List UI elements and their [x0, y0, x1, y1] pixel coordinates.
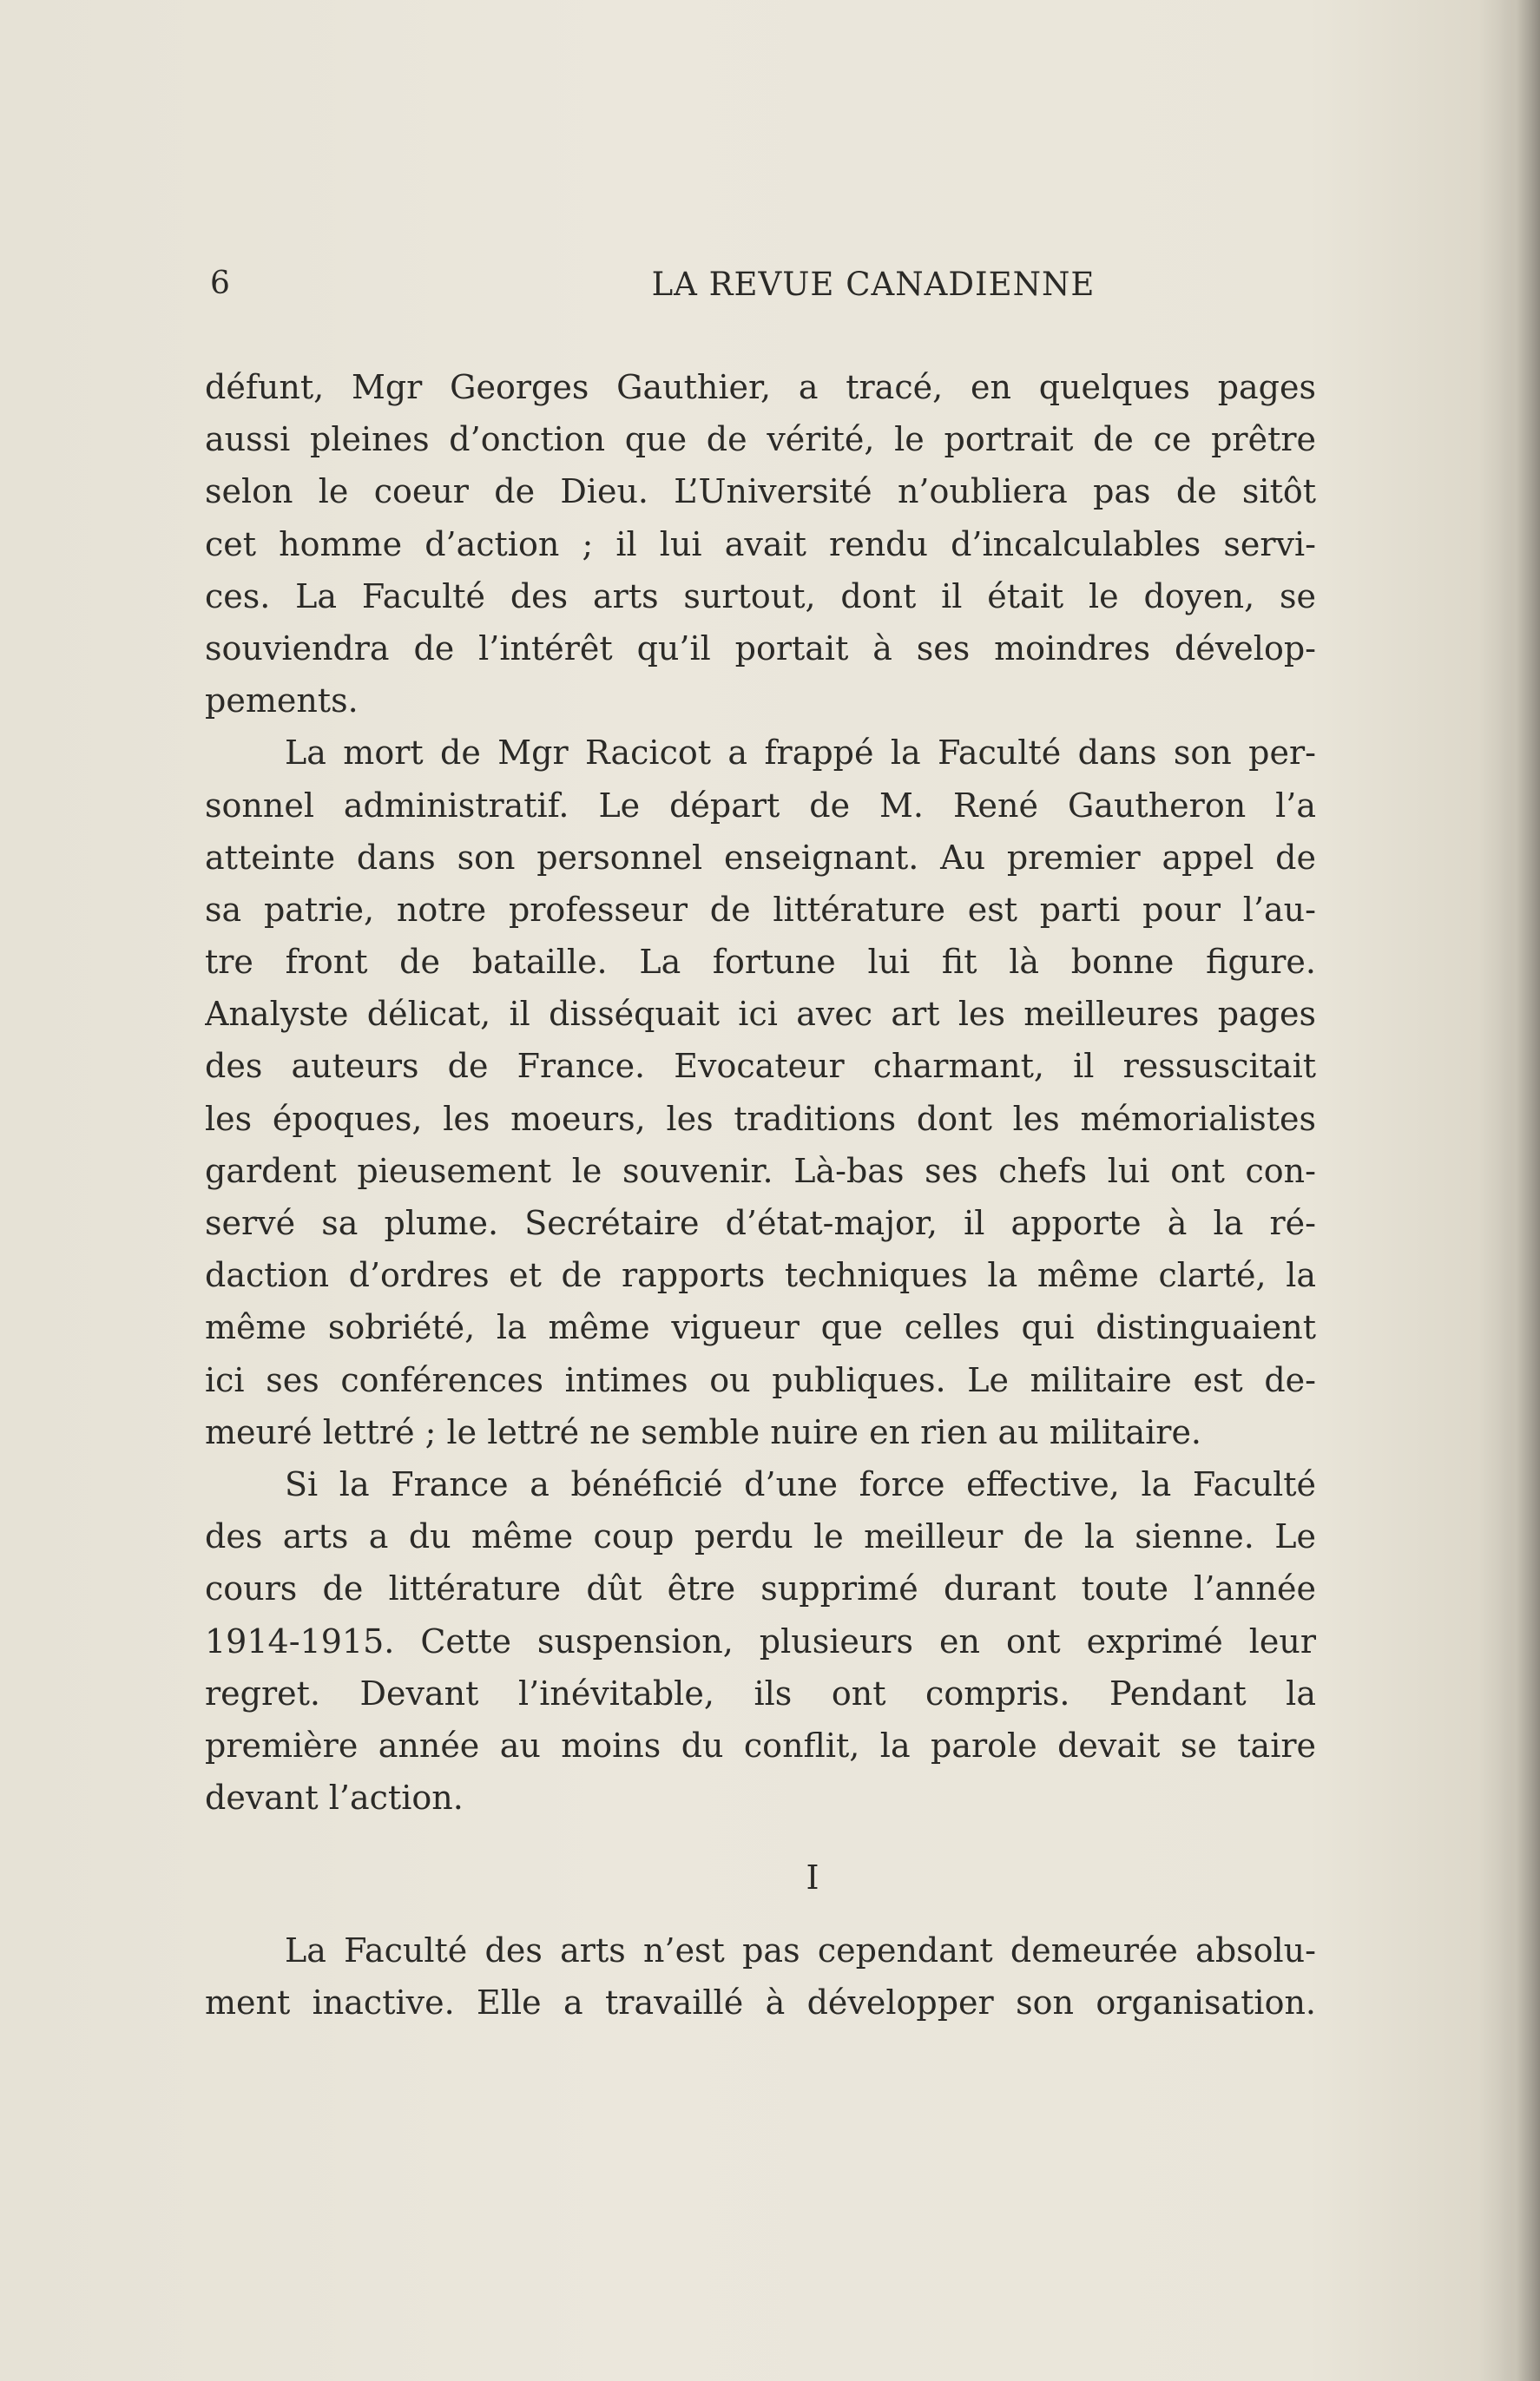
text-line: daction d’ordres et de rapports techniques la même clarté, la: [205, 1256, 1316, 1295]
paragraph-1: [205, 361, 1316, 727]
paragraph-3: [205, 1458, 1316, 1824]
text-line: ici ses conférences intimes ou publiques. Le militaire est de-: [205, 1360, 1316, 1399]
text-line: souviendra de l’intérêt qu’il portait à ses moindres dévelop-: [205, 628, 1316, 668]
text-line: aussi pleines d’onction que de vérité, le portrait de ce prêtre: [205, 420, 1316, 459]
body-text: [205, 361, 1316, 2029]
text-line: cet homme d’action ; il lui avait rendu d’incalculables servi-: [205, 524, 1316, 563]
text-line: Analyste délicat, il disséquait ici avec art les meilleures pages: [205, 995, 1316, 1034]
text-line: selon le coeur de Dieu. L’Université n’oubliera pas de sitôt: [205, 472, 1316, 511]
text-line: tre front de bataille. La fortune lui fit là bonne figure.: [205, 943, 1316, 982]
text-line: La Faculté des arts n’est pas cependant demeurée absolu-: [285, 1931, 1316, 1970]
section-numeral: I: [806, 1858, 819, 1898]
text-line: des auteurs de France. Evocateur charmant, il ressuscitait: [205, 1047, 1316, 1086]
text-line: Si la France a bénéficié d’une force effective, la Faculté: [285, 1464, 1316, 1503]
paragraph-2: [205, 727, 1316, 1458]
text-line: des arts a du même coup perdu le meilleur de la sienne. Le: [205, 1517, 1316, 1556]
page-number: 6: [210, 266, 231, 301]
text-line: gardent pieusement le souvenir. Là-bas ses chefs lui ont con-: [205, 1151, 1316, 1190]
running-head: [205, 266, 1316, 309]
text-line: pements.: [205, 681, 359, 720]
text-line: défunt, Mgr Georges Gauthier, a tracé, en quelques pages: [205, 368, 1316, 406]
text-line: même sobriété, la même vigueur que celles qui distinguaient: [205, 1308, 1316, 1347]
text-line: atteinte dans son personnel enseignant. Au premier appel de: [205, 838, 1316, 877]
text-line: sonnel administratif. Le départ de M. René Gautheron l’a: [205, 786, 1316, 825]
text-line: première année au moins du conflit, la parole devait se taire: [205, 1726, 1316, 1765]
page-edge-shadow: [1500, 0, 1540, 2381]
text-line: devant l’action.: [205, 1779, 464, 1818]
text-line: La mort de Mgr Racicot a frappé la Faculté dans son per-: [285, 733, 1316, 773]
text-line: sa patrie, notre professeur de littérature est parti pour l’au-: [205, 890, 1316, 929]
journal-title: LA REVUE CANADIENNE: [651, 266, 1096, 303]
paragraph-4: [205, 1924, 1316, 2029]
text-line: cours de littérature dût être supprimé durant toute l’année: [205, 1569, 1316, 1608]
text-line: ment inactive. Elle a travaillé à développer son organisation.: [205, 1983, 1316, 2023]
text-line: les époques, les moeurs, les traditions dont les mémorialistes: [205, 1099, 1316, 1138]
text-line: servé sa plume. Secrétaire d’état-major, il apporte à la ré-: [205, 1204, 1316, 1242]
text-line: meuré lettré ; le lettré ne semble nuire en rien au militaire.: [205, 1412, 1202, 1451]
text-line: ces. La Faculté des arts surtout, dont il était le doyen, se: [205, 576, 1316, 615]
text-line: regret. Devant l’inévitable, ils ont compris. Pendant la: [205, 1674, 1316, 1713]
text-line: 1914-1915. Cette suspension, plusieurs en ont exprimé leur: [205, 1621, 1316, 1661]
